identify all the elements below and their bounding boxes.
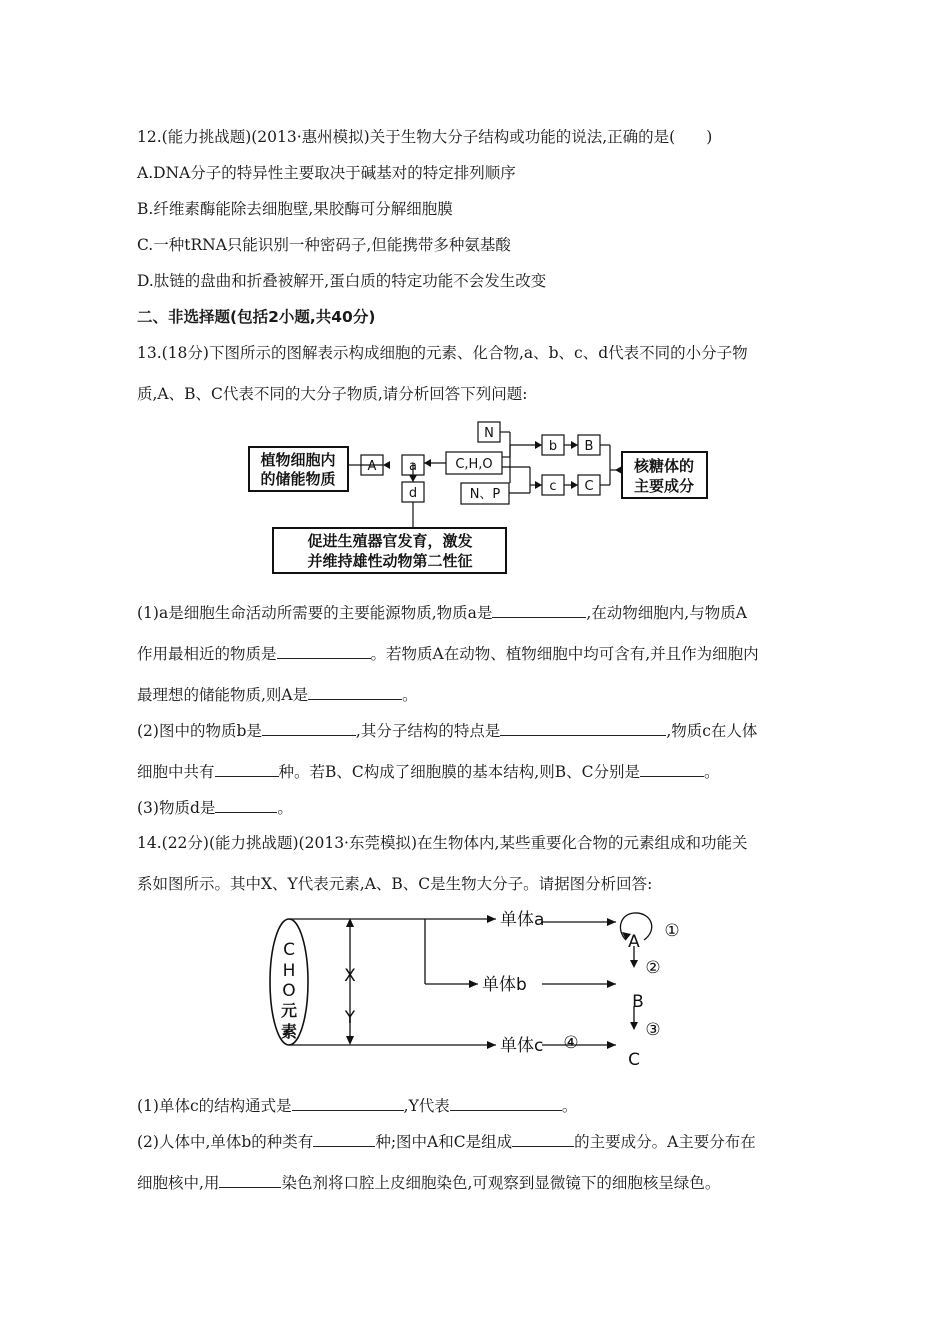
q13-intro-line2: 质,A、B、C代表不同的大分子物质,请分析回答下列问题: [137,385,528,403]
text: 细胞中共有 [137,763,215,781]
q13-node-c: c [549,479,557,494]
q13-node-cho: C,H,O [455,457,493,472]
q13-part2-line2 [137,761,719,782]
q14-element-h: H [282,961,296,981]
answer-blank[interactable] [512,1131,574,1147]
q13-right-box-line1: 核糖体的 [633,457,695,475]
text: ,Y代表 [403,1097,450,1115]
text: 染色剂将口腔上皮细胞染色,可观察到显微镜下的细胞核呈绿色。 [281,1174,721,1192]
text: 。 [402,686,418,704]
text: ,其分子结构的特点是 [355,722,501,740]
q13-bottom-box-line2: 并维持雄性动物第二性征 [307,552,473,570]
answer-blank[interactable] [215,797,277,813]
q13-part1-line3 [137,684,418,705]
q14-node-B: B [632,992,644,1012]
q13-node-a: a [409,459,417,474]
text: 种。若B、C构成了细胞膜的基本结构,则B、C分别是 [278,763,640,781]
q13-left-box-line1: 植物细胞内 [260,451,336,469]
text: 最理想的储能物质,则A是 [137,686,309,704]
q13-node-B: B [584,439,594,454]
text: ,物质c在人体 [666,722,758,740]
q12-option-a: A.DNA分子的特异性主要取决于碱基对的特定排列顺序 [137,164,516,182]
text: 种;图中A和C是组成 [375,1133,513,1151]
text: 细胞核中,用 [137,1174,220,1192]
q13-node-d: d [408,486,418,501]
q13-bottom-box-line1: 促进生殖器官发育，激发 [307,532,473,550]
q14-element-yuan: 元 [280,1001,298,1020]
q14-part1 [137,1095,577,1116]
q13-part1-line2 [137,643,759,664]
q14-monomer-b: 单体b [482,975,527,995]
text: 。 [561,1097,578,1115]
q14-monomer-a: 单体a [500,910,545,930]
q14-step-4: ④ [563,1033,579,1053]
answer-blank[interactable] [308,684,402,700]
text: 的主要成分。A主要分布在 [574,1133,756,1151]
q14-diagram [260,910,720,1075]
answer-blank[interactable] [277,643,371,659]
text: ,在动物细胞内,与物质A [586,604,747,622]
answer-blank[interactable] [292,1095,404,1111]
q12-option-d: D.肽链的盘曲和折叠被解开,蛋白质的特定功能不会发生改变 [137,272,547,290]
text: (2)图中的物质b是 [137,722,262,740]
q13-node-N: N [484,426,494,441]
q14-step-2: ② [645,958,661,978]
q14-label-X: X [344,966,356,986]
answer-blank[interactable] [215,761,279,777]
answer-blank[interactable] [313,1131,375,1147]
text: (3)物质d是 [137,799,216,817]
q14-monomer-c: 单体c [500,1036,544,1056]
q12-option-b: B.纤维素酶能除去细胞壁,果胶酶可分解细胞膜 [137,200,453,218]
q14-node-A: A [628,932,640,952]
q14-part2-line2 [137,1172,720,1193]
text: (1)a是细胞生命活动所需要的主要能源物质,物质a是 [137,604,493,622]
text: 。 [703,763,720,781]
text: (1)单体c的结构通式是 [137,1097,292,1115]
q14-intro-line2: 系如图所示。其中X、Y代表元素,A、B、C是生物大分子。请据图分析回答: [137,875,653,893]
answer-blank[interactable] [450,1095,562,1111]
answer-blank[interactable] [262,720,356,736]
q14-element-su: 素 [280,1022,298,1041]
q14-step-3: ③ [645,1020,661,1040]
q14-element-o: O [282,981,296,1001]
q13-right-box-line2: 主要成分 [633,477,695,495]
q13-node-NP: N、P [469,487,501,502]
answer-blank[interactable] [640,761,704,777]
q13-part1-line1 [137,602,747,623]
q14-step-1: ① [664,921,680,941]
q13-intro-line1: 13.(18分)下图所示的图解表示构成细胞的元素、化合物,a、b、c、d代表不同的小分子物 [137,344,748,362]
answer-blank[interactable] [500,720,666,736]
text: (2)人体中,单体b的种类有 [137,1133,314,1151]
q13-part2-line1 [137,720,757,741]
q13-part3 [137,797,293,818]
q14-part2-line1 [137,1131,756,1152]
q13-node-A: A [367,459,377,474]
q13-left-box-line2: 的储能物质 [260,470,336,488]
answer-blank[interactable] [219,1172,281,1188]
q12-option-c: C.一种tRNA只能识别一种密码子,但能携带多种氨基酸 [137,236,511,254]
section-heading: 二、非选择题(包括2小题,共40分) [137,308,376,326]
q13-diagram [240,415,720,580]
q14-intro-line1: 14.(22分)(能力挑战题)(2013·东莞模拟)在生物体内,某些重要化合物的元素组成和功能关 [137,834,748,852]
text: 。 [277,799,293,817]
answer-blank[interactable] [492,602,586,618]
q14-label-Y: Y [344,1008,356,1028]
text: 作用最相近的物质是 [137,645,277,663]
q13-node-C: C [584,479,594,494]
text: 。若物质A在动物、植物细胞中均可含有,并且作为细胞内 [370,645,759,663]
q14-node-C: C [628,1050,640,1070]
q14-element-c: C [283,940,295,960]
q12-stem: 12.(能力挑战题)(2013·惠州模拟)关于生物大分子结构或功能的说法,正确的是( ) [137,128,713,146]
q13-node-b: b [548,439,558,454]
